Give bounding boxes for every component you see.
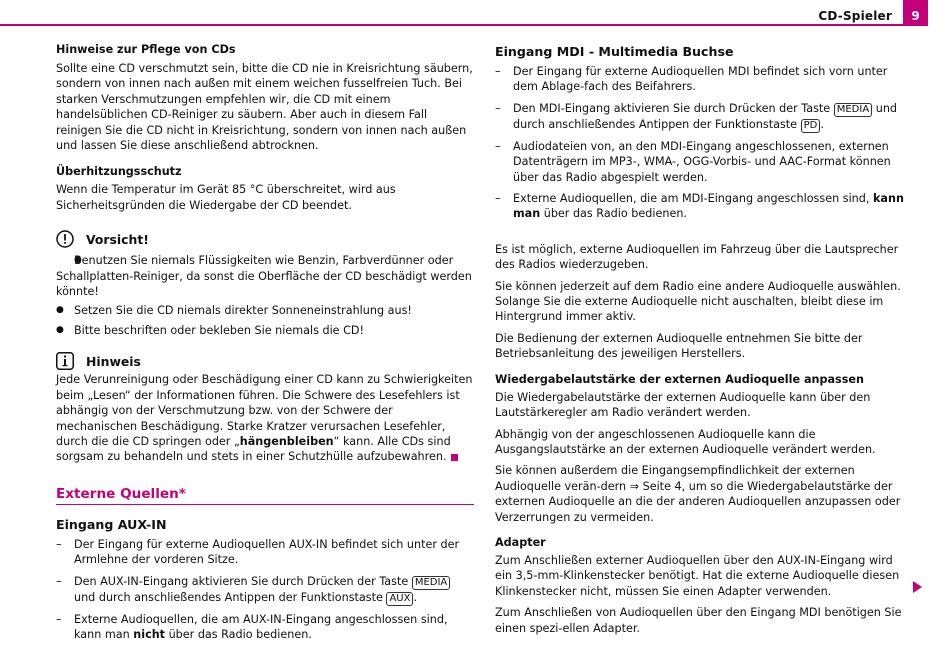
care-heading: Hinweise zur Pflege von CDs [56,43,236,56]
mdi-item-bold: kann man [513,192,904,221]
caution-item: ● Bitte beschriften oder bekleben Sie niemals die CD! [56,323,474,338]
caution-list [56,253,474,338]
info-icon [56,352,74,370]
page-reference-link[interactable]: ⇒ Seite 4 [629,479,682,493]
volume-heading: Wiedergabelautstärke der externen Audioquelle anpassen [495,372,864,386]
caution-item: ● Setzen Sie die CD niemals direkter Sonneneinstrahlung aus! [56,303,474,318]
aux-item: – Der Eingang für externe Audioquellen AUX-IN befindet sich unter der Armlehne der vorderen Sitze. [56,537,474,568]
mdi-item-text: Den MDI-Eingang aktivieren Sie durch Drücken der Taste [513,101,834,115]
note-text [56,372,474,464]
mdi-item [495,101,911,133]
right-column [495,42,911,636]
header-rule [0,24,903,26]
note-text-part: “ kann. Alle CDs sind sorgsam zu behandeln und stets in einer Schutzhülle aufzubewahren. [56,434,451,464]
aux-item-text: Den AUX-IN-Eingang aktivieren Sie durch Drücken der Taste [74,574,412,588]
page-header-title: CD-Spieler [818,9,892,23]
left-column [56,42,474,642]
mdi-item: – Der Eingang für externe Audioquellen MDI befindet sich vorn unter dem Ablage-fach des Beifahrers. [495,64,911,95]
paragraph: Sie können jederzeit auf dem Radio eine andere Audioquelle auswählen. Solange Sie die externe Audioquelle nicht auschalten, bleibt diese im Hintergrund immer aktiv. [495,279,901,324]
mdi-item-text: und durch anschließendes Antippen der Funktionstaste [513,101,898,131]
aux-item-bold: nicht [133,627,166,641]
note-text-part: Jede Verunreinigung oder Beschädigung einer CD kann zu Schwierigkeiten beim „Lesen“ der Informationen führen. Die Schwere des Lesefehlers ist abhängig von der Verschmutzung bzw. von der Schwere der mechanischen Beschädigung. Starke Kratzer verursachen Lesefehler, durch die die CD springen oder „ [56,373,473,448]
next-page-arrow-icon [913,581,922,593]
aux-key-label: AUX [386,592,413,606]
aux-list [56,537,474,643]
note-title: Hinweis [86,353,141,369]
volume-text: Abhängig von der angeschlossenen Audioquelle kann die Ausgangslautstärke an der externen Audioquelle verändert werden. [495,427,876,456]
paragraph: Die Bedienung der externen Audioquelle entnehmen Sie bitte der Betriebsanleitung des jeweiligen Herstellers. [495,331,863,361]
pd-key-label: PD [801,119,821,133]
mdi-item [495,191,911,222]
section-title-wrap [56,485,474,505]
caution-title-row [56,230,474,248]
aux-item-text: . [413,590,418,604]
end-of-section-marker [451,454,458,461]
warning-icon [56,230,74,248]
aux-item-text: und durch anschließendes Antippen der Funktionstaste [74,590,387,604]
heat-text: Wenn die Temperatur im Gerät 85 °C überschreitet, wird aus Sicherheitsgründen die Wiedergabe der CD beendet. [56,183,396,212]
mdi-list [495,64,911,222]
media-key-label: MEDIA [834,103,872,117]
note-text-bold: hängenbleiben [239,434,334,448]
mdi-heading: Eingang MDI - Multimedia Buchse [495,44,734,59]
mdi-item-text: Externe Audioquellen, die am MDI-Eingang angeschlossen sind, [513,192,873,206]
mdi-item-text: über das Radio bedienen. [540,207,687,221]
volume-text-part: Sie können außerdem die Eingangsempfindlichkeit der externen Audioquelle verän-dern [495,464,855,493]
page-number: 9 [903,0,928,26]
volume-text: Die Wiedergabelautstärke der externen Audioquelle kann über den Lautstärkeregler am Radio verändert werden. [495,390,871,420]
adapter-heading: Adapter [495,535,546,549]
volume-text-part: , um so die Wiedergabelautstärke der externen Audioquelle an die der anderen Audioquellen anzupassen oder Verzerrungen zu vermeiden. [495,479,901,524]
volume-text [495,463,911,525]
adapter-text: Zum Anschließen von Audioquellen über den Eingang MDI benötigen Sie einen spezi-ellen Adapter. [495,606,902,635]
aux-item-text: über das Radio bedienen. [165,627,312,641]
caution-item: ● Benutzen Sie niemals Flüssigkeiten wie Benzin, Farbverdünner oder Schallplatten-Reiniger, da sonst die Oberfläche der CD beschädigt werden könnte! [56,253,474,299]
section-title: Externe Quellen* [56,485,474,505]
caution-title: Vorsicht! [86,231,149,247]
media-key-label: MEDIA [412,576,450,590]
aux-heading: Eingang AUX-IN [56,516,167,532]
note-title-row [56,352,474,370]
heat-heading: Überhitzungsschutz [56,165,182,179]
aux-item [56,574,474,606]
mdi-item: – Audiodateien von, an den MDI-Eingang angeschlossenen, externen Datenträgern im MP3-, WMA-, OGG-Vorbis- und AAC-Format können über das Radio abgespielt werden. [495,139,911,185]
paragraph: Es ist möglich, externe Audioquellen im Fahrzeug über die Lautsprecher des Radios wiederzugeben. [495,242,899,272]
aux-item-text: Externe Audioquellen, die am AUX-IN-Eingang angeschlossen sind, kann man [74,612,448,641]
aux-item [56,612,474,643]
adapter-text: Zum Anschließen externer Audioquellen über den AUX-IN-Eingang wird ein 3,5-mm-Klinkenstecker benötigt. Hat die externe Audioquelle diesen Klinkenstecker nicht, müssen Sie einen Adapter verwenden. [495,553,900,598]
mdi-item-text: . [820,117,824,131]
care-text: Sollte eine CD verschmutzt sein, bitte die CD nie in Kreisrichtung säubern, sondern von innen nach außen mit einem weichen fusselfreien Tuch. Bei starken Verschmutzungen empfehlen wir, die CD mit einem handelsüblichen CD-Reiniger zu säubern. Aber auch in diesem Fall reinigen Sie die CD nicht in Kreisrichtung, sondern von innen nach außen und lassen Sie diese anschließend abtrocknen. [56,62,473,153]
